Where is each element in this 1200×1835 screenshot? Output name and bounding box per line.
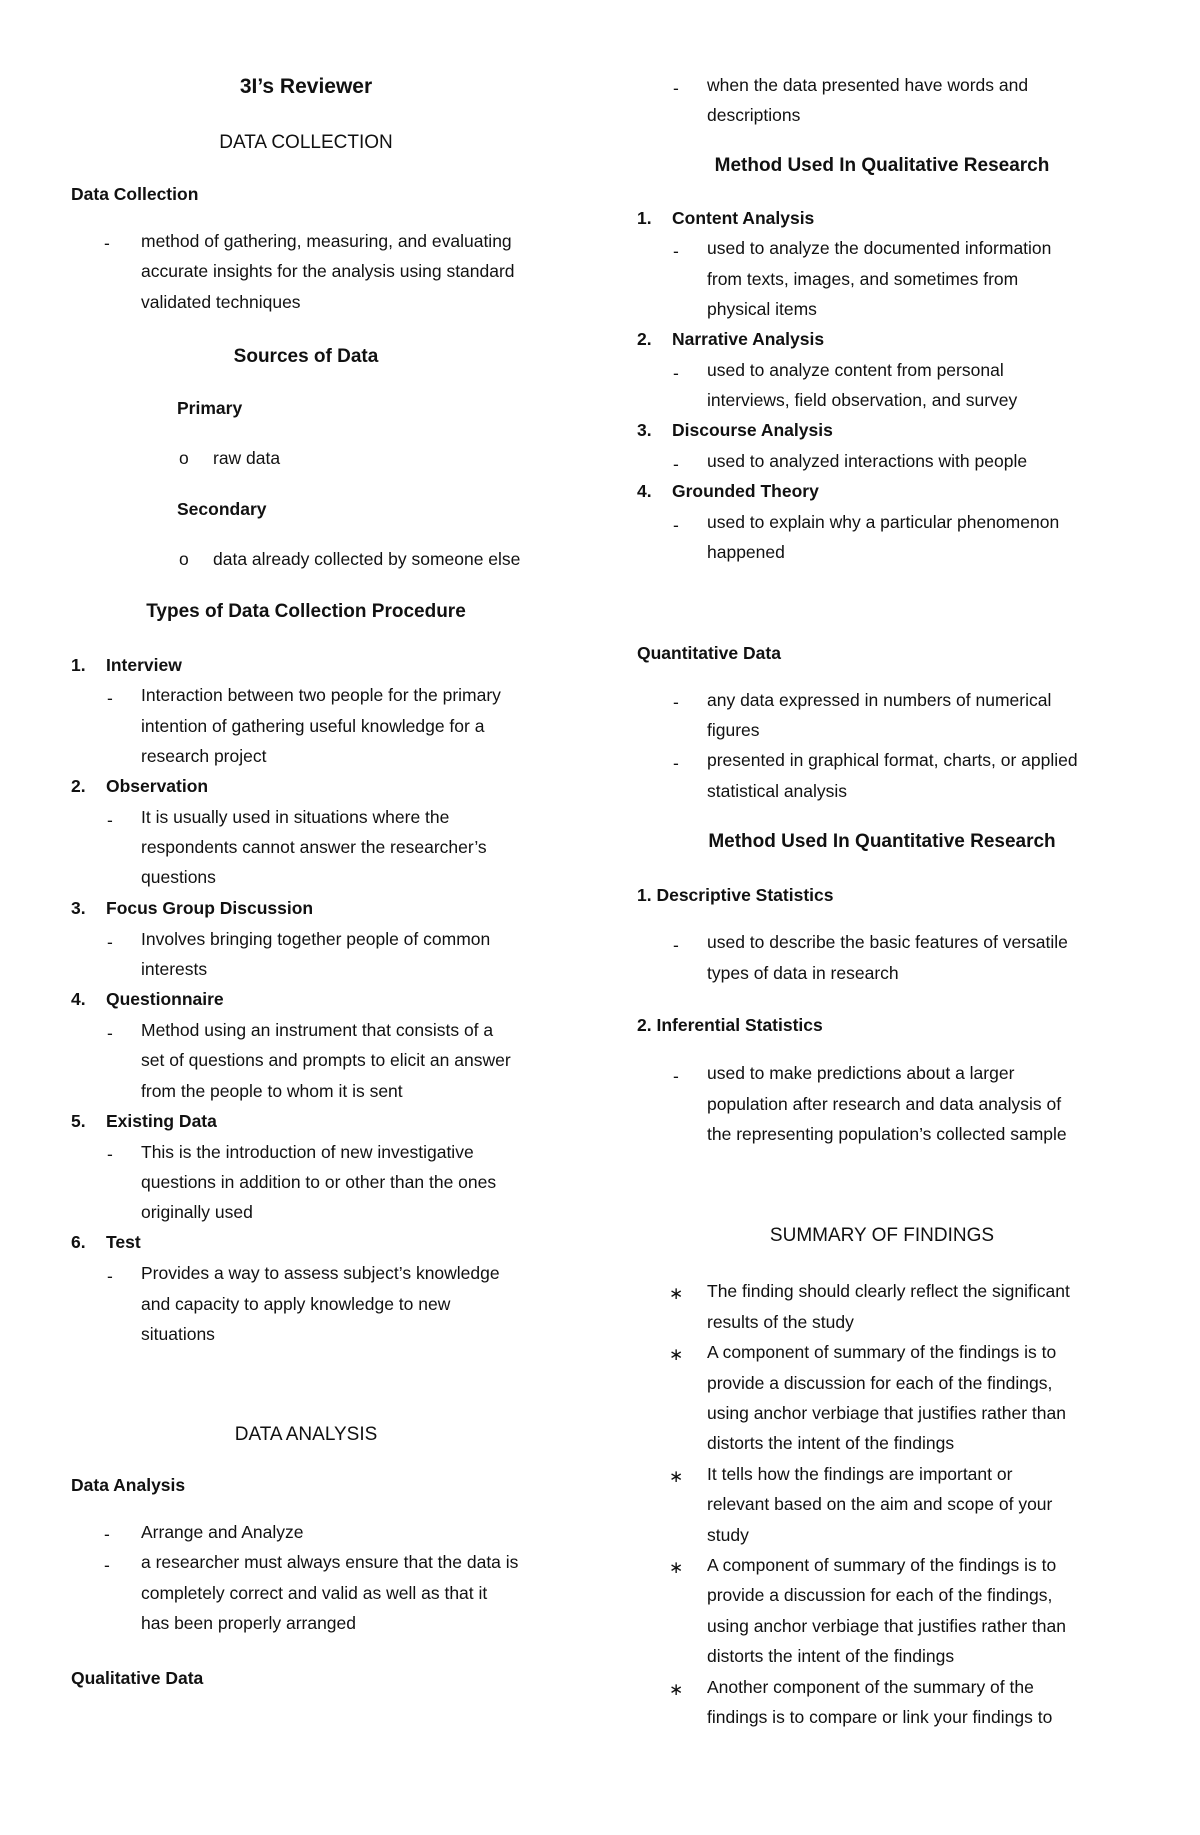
list-item-text: questions in addition to or other than the ones [141, 1172, 497, 1192]
list-item-text: types of data in research [707, 963, 899, 983]
list-item-text: has been properly arranged [141, 1613, 357, 1633]
secondary-bullet: data already collected by someone else [213, 549, 521, 569]
list-item-text: used to analyze content from personal [707, 360, 1004, 380]
definition-line: method of gathering, measuring, and evaluating [141, 231, 512, 251]
list-item-text: any data expressed in numbers of numerical [707, 690, 1052, 710]
list-item-text: the representing population’s collected sample [707, 1124, 1067, 1144]
list-item-text: Involves bringing together people of common [141, 929, 491, 949]
dash-marker: - [673, 241, 679, 261]
list-item-title: Questionnaire [106, 989, 224, 1009]
list-item-text: and capacity to apply knowledge to new [141, 1294, 451, 1314]
list-item-title: Existing Data [106, 1111, 217, 1131]
list-item-text: A component of summary of the findings is to [707, 1555, 1057, 1575]
list-number: 6. [71, 1232, 86, 1252]
bullet-marker: o [179, 549, 189, 569]
list-item-title: Interview [106, 655, 182, 675]
dash-marker: - [104, 1555, 110, 1575]
list-item-text: using anchor verbiage that justifies rather than [707, 1403, 1066, 1423]
list-item-text: presented in graphical format, charts, or applied [707, 750, 1078, 770]
qualitative-data-label: Qualitative Data [71, 1668, 204, 1688]
dash-marker: - [673, 78, 679, 98]
list-item-text: Another component of the summary of the [707, 1677, 1034, 1697]
list-number: 1. [637, 208, 652, 228]
list-item-title: Discourse Analysis [672, 420, 833, 440]
star-bullet: ∗ [669, 1284, 684, 1303]
section-title-data-analysis: DATA ANALYSIS [234, 1424, 378, 1445]
list-item-text: descriptions [707, 105, 801, 125]
dash-marker: - [673, 753, 679, 773]
dash-marker: - [673, 515, 679, 535]
dash-marker: - [107, 1144, 113, 1164]
list-item-text: distorts the intent of the findings [707, 1646, 955, 1666]
list-item-text: It tells how the findings are important or [707, 1464, 1013, 1484]
primary-label: Primary [177, 398, 243, 418]
list-item-text: research project [141, 746, 267, 766]
list-item-title: Observation [106, 776, 209, 796]
definition-line: accurate insights for the analysis using standard [141, 261, 515, 281]
dash-marker: - [107, 1266, 113, 1286]
star-bullet: ∗ [669, 1345, 684, 1364]
list-item-title: Focus Group Discussion [106, 898, 314, 918]
list-item-text: used to make predictions about a larger [707, 1063, 1015, 1083]
qualitative-methods-heading: Method Used In Qualitative Research [714, 155, 1050, 176]
list-item-text: Method using an instrument that consists of a [141, 1020, 494, 1040]
dash-marker: - [107, 932, 113, 952]
list-item-text: originally used [141, 1202, 253, 1222]
list-item-title: Grounded Theory [672, 481, 819, 501]
dash-marker: - [673, 363, 679, 383]
inferential-statistics-label: 2. Inferential Statistics [637, 1015, 823, 1035]
list-item-text: interviews, field observation, and survey [707, 390, 1018, 410]
list-item-text: set of questions and prompts to elicit an answer [141, 1050, 511, 1070]
bullet-marker: o [179, 448, 189, 468]
dash-marker: - [673, 454, 679, 474]
list-item-title: Narrative Analysis [672, 329, 825, 349]
primary-bullet: raw data [213, 448, 281, 468]
list-item-text: happened [707, 542, 785, 562]
list-number: 4. [71, 989, 86, 1009]
list-item-text: findings is to compare or link your findings to [707, 1707, 1053, 1727]
list-item-text: This is the introduction of new investigative [141, 1142, 474, 1162]
document-title: 3I’s Reviewer [239, 75, 373, 98]
list-item-text: used to analyzed interactions with people [707, 451, 1028, 471]
list-item-text: interests [141, 959, 208, 979]
dash-marker: - [104, 233, 110, 253]
list-number: 2. [637, 329, 652, 349]
list-number: 2. [71, 776, 86, 796]
summary-of-findings-heading: SUMMARY OF FINDINGS [769, 1225, 995, 1246]
dash-marker: - [673, 935, 679, 955]
types-of-data-collection-heading: Types of Data Collection Procedure [146, 601, 466, 622]
list-number: 3. [71, 898, 86, 918]
list-item-text: A component of summary of the findings is to [707, 1342, 1057, 1362]
dash-marker: - [673, 692, 679, 712]
section-title-data-collection: DATA COLLECTION [219, 132, 393, 153]
list-item-text: provide a discussion for each of the findings, [707, 1585, 1053, 1605]
list-item-text: population after research and data analysis of [707, 1094, 1062, 1114]
list-item-text: It is usually used in situations where the [141, 807, 450, 827]
list-item-text: respondents cannot answer the researcher’s [141, 837, 487, 857]
list-item-text: results of the study [707, 1312, 854, 1332]
list-item-text: from texts, images, and sometimes from [707, 269, 1019, 289]
list-item-text: used to explain why a particular phenomenon [707, 512, 1060, 532]
list-item-text: a researcher must always ensure that the data is [141, 1552, 519, 1572]
sources-of-data-heading: Sources of Data [233, 346, 379, 367]
list-item-text: The finding should clearly reflect the significant [707, 1281, 1070, 1301]
list-item-text: intention of gathering useful knowledge for a [141, 716, 485, 736]
list-item-text: using anchor verbiage that justifies rather than [707, 1616, 1066, 1636]
list-item-text: study [707, 1525, 749, 1545]
quantitative-data-label: Quantitative Data [637, 643, 781, 663]
list-item-text: statistical analysis [707, 781, 848, 801]
list-number: 5. [71, 1111, 86, 1131]
list-item-text: when the data presented have words and [707, 75, 1029, 95]
dash-marker: - [107, 688, 113, 708]
dash-marker: - [107, 810, 113, 830]
list-item-text: relevant based on the aim and scope of your [707, 1494, 1053, 1514]
star-bullet: ∗ [669, 1558, 684, 1577]
list-item-text: completely correct and valid as well as that it [141, 1583, 488, 1603]
list-item-text: provide a discussion for each of the findings, [707, 1373, 1053, 1393]
list-item-text: from the people to whom it is sent [141, 1081, 403, 1101]
list-item-text: situations [141, 1324, 215, 1344]
star-bullet: ∗ [669, 1680, 684, 1699]
data-collection-label: Data Collection [71, 184, 199, 204]
list-number: 3. [637, 420, 652, 440]
list-item-text: Provides a way to assess subject’s knowledge [141, 1263, 500, 1283]
dash-marker: - [107, 1023, 113, 1043]
data-analysis-label: Data Analysis [71, 1475, 186, 1495]
definition-line: validated techniques [141, 292, 301, 312]
list-item-text: distorts the intent of the findings [707, 1433, 955, 1453]
dash-marker: - [104, 1524, 110, 1544]
list-item-text: questions [141, 867, 216, 887]
descriptive-statistics-label: 1. Descriptive Statistics [637, 885, 834, 905]
dash-marker: - [673, 1066, 679, 1086]
list-item-text: Interaction between two people for the primary [141, 685, 501, 705]
list-item-title: Content Analysis [672, 208, 815, 228]
secondary-label: Secondary [177, 499, 267, 519]
star-bullet: ∗ [669, 1467, 684, 1486]
list-number: 4. [637, 481, 652, 501]
quantitative-methods-heading: Method Used In Quantitative Research [708, 831, 1056, 852]
list-item-text: used to describe the basic features of versatile [707, 932, 1068, 952]
list-item-text: used to analyze the documented information [707, 238, 1052, 258]
list-number: 1. [71, 655, 86, 675]
list-item-text: Arrange and Analyze [141, 1522, 304, 1542]
list-item-text: figures [707, 720, 760, 740]
list-item-title: Test [106, 1232, 141, 1252]
list-item-text: physical items [707, 299, 817, 319]
